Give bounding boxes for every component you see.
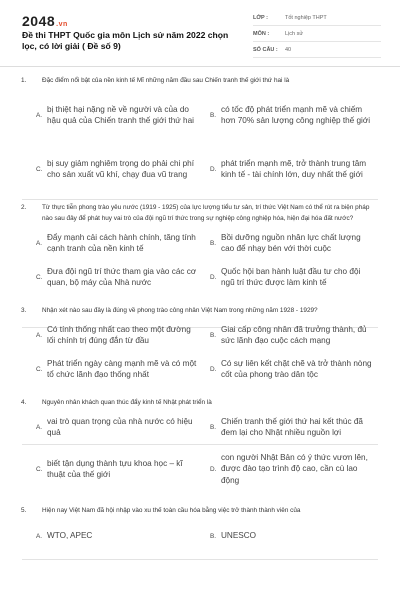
- option-c[interactable]: [36, 355, 200, 383]
- divider: [22, 559, 378, 560]
- meta-label: MÔN :: [253, 30, 270, 37]
- option-b[interactable]: [210, 413, 374, 441]
- meta-value: 40: [285, 46, 292, 53]
- option-text: vai trò quan trọng của nhà nước có hiệu quả: [47, 416, 193, 437]
- question-number: 2.: [21, 204, 27, 211]
- option-b[interactable]: [210, 229, 374, 257]
- option-c[interactable]: [36, 146, 200, 192]
- question-number: 5.: [21, 507, 27, 514]
- option-a[interactable]: [36, 526, 200, 546]
- option-text: Đưa đội ngũ trí thức tham gia vào các cơ quan, bộ máy của Nhà nước: [47, 266, 197, 287]
- logo-suffix: .vn: [56, 21, 68, 28]
- option-letter: A.: [36, 532, 43, 540]
- option-letter: C.: [36, 465, 43, 473]
- document-title: Đề thi THPT Quốc gia môn Lịch sử năm 2022 chọn lọc, có lời giải ( Đề số 9): [22, 30, 229, 51]
- option-text: bị suy giảm nghiêm trọng do phải chi phí cho sản xuất vũ khí, chạy đua vũ trang: [47, 158, 195, 179]
- option-a[interactable]: [36, 229, 200, 257]
- question-2: [0, 202, 400, 291]
- option-letter: A.: [36, 111, 43, 119]
- meta-value: Tốt nghiệp THPT: [285, 14, 327, 21]
- meta-row-count: [253, 42, 381, 58]
- option-letter: B.: [210, 331, 217, 339]
- option-letter: C.: [36, 273, 43, 281]
- option-a[interactable]: [36, 413, 200, 441]
- option-text: bị thiệt hại nặng nề về người và của do hậu quả của Chiến tranh thế giới thứ hai: [47, 104, 194, 125]
- option-text: WTO, APEC: [47, 531, 93, 541]
- document-header: [0, 0, 400, 67]
- question-3: [0, 305, 400, 383]
- question-text: Từ thực tiễn phong trào yêu nước (1919 - 1925) của lực lượng tiểu tư sản, trí thức Việt Nam có thể rút ra biện pháp nào sau đây để phát huy vai trò của đội ngũ trí thức trong sự nghiệp công nghiệp hóa, hiện đại hóa đất nước?: [42, 204, 370, 222]
- question-text: Nhận xét nào sau đây là đúng về phong trào công nhân Việt Nam trong những năm 1928 - 1929?: [42, 307, 318, 314]
- question-text: Nguyên nhân khách quan thúc đẩy kinh tế Nhật phát triển là: [42, 399, 212, 406]
- option-text: có tốc độ phát triển mạnh mẽ và chiếm hơn 70% sản lượng công nghiệp thế giới: [221, 104, 371, 125]
- option-letter: C.: [36, 165, 43, 173]
- option-d[interactable]: [210, 355, 374, 383]
- option-letter: A.: [36, 423, 43, 431]
- site-logo[interactable]: [22, 13, 68, 29]
- option-text: UNESCO: [221, 531, 257, 541]
- logo-main: 2048: [22, 13, 56, 29]
- option-d[interactable]: [210, 263, 374, 291]
- option-letter: A.: [36, 331, 43, 339]
- option-text: con người Nhật Bản có ý thức vươn lên, được đào tạo trình độ cao, cần cù lao động: [221, 452, 368, 485]
- option-a[interactable]: [36, 321, 200, 349]
- question-5: [0, 505, 400, 546]
- option-letter: B.: [210, 111, 217, 119]
- option-a[interactable]: [36, 92, 200, 138]
- option-letter: C.: [36, 365, 43, 373]
- option-letter: B.: [210, 239, 217, 247]
- option-letter: D.: [210, 365, 217, 373]
- option-text: Phát triển ngày càng mạnh mẽ và có một tổ chức lãnh đạo thống nhất: [47, 358, 197, 379]
- meta-label: LỚP :: [253, 14, 268, 21]
- question-number: 3.: [21, 307, 27, 314]
- meta-row-subject: [253, 26, 381, 42]
- option-text: phát triển mạnh mẽ, trở thành trung tâm kinh tế - tài chính lớn, duy nhất thế giới: [221, 158, 367, 179]
- option-b[interactable]: [210, 321, 374, 349]
- document-meta: [253, 10, 381, 58]
- option-b[interactable]: [210, 526, 374, 546]
- option-d[interactable]: [210, 449, 374, 489]
- option-b[interactable]: [210, 92, 374, 138]
- question-list: [0, 75, 400, 546]
- meta-label: SỐ CÂU :: [253, 46, 278, 53]
- option-c[interactable]: [36, 263, 200, 291]
- question-4: [0, 397, 400, 489]
- option-letter: B.: [210, 423, 217, 431]
- question-1: [0, 75, 400, 192]
- option-d[interactable]: [210, 146, 374, 192]
- option-text: Quốc hội ban hành luật đầu tư cho đội ngũ trí thức được làm kinh tế: [221, 266, 361, 287]
- question-number: 1.: [21, 77, 27, 84]
- question-text: Đặc điểm nổi bật của nền kinh tế Mĩ những năm đầu sau Chiến tranh thế giới thứ hai là: [42, 77, 290, 84]
- option-letter: D.: [210, 165, 217, 173]
- option-text: Bồi dưỡng nguồn nhân lực chất lượng cao để nhạy bén với thời cuộc: [221, 232, 361, 253]
- option-letter: D.: [210, 465, 217, 473]
- question-number: 4.: [21, 399, 27, 406]
- option-letter: A.: [36, 239, 43, 247]
- option-text: Có tính thống nhất cao theo một đường lối chính trị đúng đắn từ đầu: [47, 324, 191, 345]
- meta-value: Lịch sử: [285, 30, 304, 37]
- option-letter: B.: [210, 532, 217, 540]
- divider: [22, 199, 378, 200]
- option-text: Có sự liên kết chặt chẽ và trở thành nòng cốt của phong trào dân tộc: [221, 358, 372, 379]
- option-text: Giai cấp công nhân đã trưởng thành, đủ sức lãnh đạo cuộc cách mạng: [221, 324, 367, 345]
- option-text: biết tận dụng thành tựu khoa học – kĩ thuật của thế giới: [47, 458, 183, 479]
- question-text: Hiện nay Việt Nam đã hội nhập vào xu thế toàn cầu hóa bằng việc trở thành thành viên của: [42, 507, 301, 514]
- option-letter: D.: [210, 273, 217, 281]
- option-text: Chiến tranh thế giới thứ hai kết thúc đã đem lại cho Nhật nhiều nguồn lợi: [221, 416, 363, 437]
- option-c[interactable]: [36, 449, 200, 489]
- option-text: Đẩy mạnh cải cách hành chính, tăng tính cạnh tranh của nền kinh tế: [47, 232, 196, 253]
- meta-row-class: [253, 10, 381, 26]
